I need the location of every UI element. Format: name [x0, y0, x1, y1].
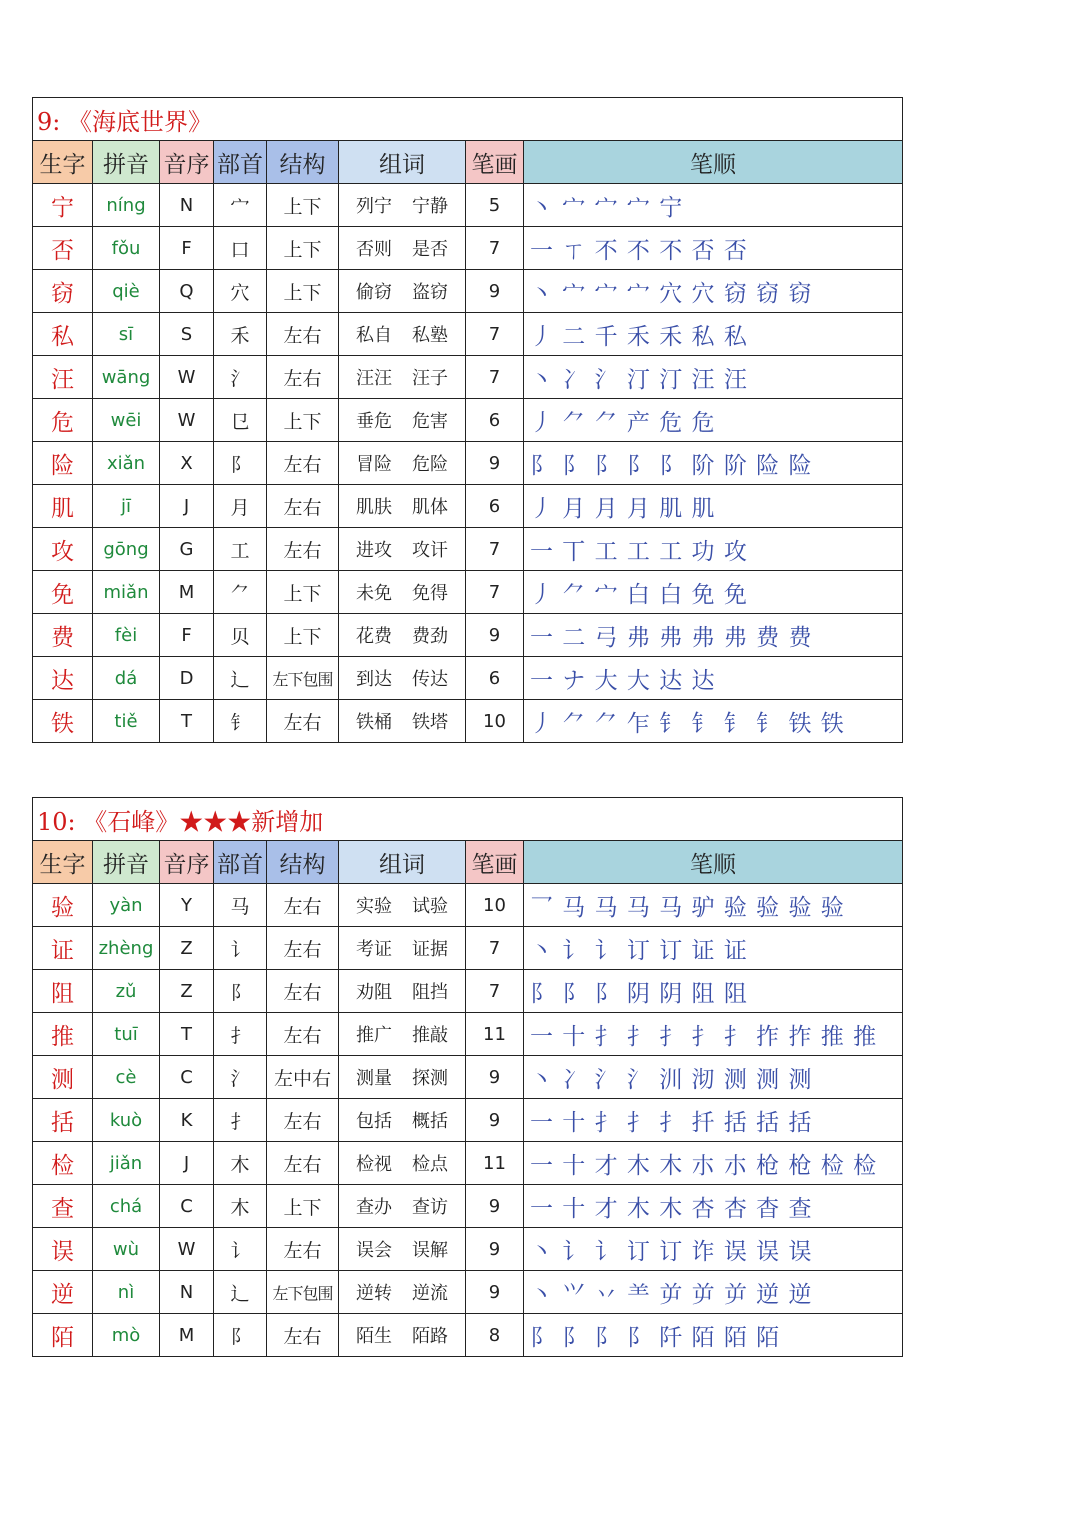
table-row [33, 700, 903, 743]
word-1: 考证 [356, 939, 392, 960]
radical-cell: 口 [214, 227, 267, 270]
radical-cell: 阝 [214, 970, 267, 1013]
structure-cell: 左下包围 [267, 657, 339, 700]
words-cell [339, 227, 466, 270]
stroke-order-cell: 一 丅 工 工 工 功 攻 [524, 528, 903, 571]
word-2: 探测 [412, 1068, 448, 1089]
order-cell: S [160, 313, 214, 356]
header-structure: 结构 [267, 841, 339, 884]
header-row [33, 841, 903, 884]
header-order: 音序 [160, 841, 214, 884]
stroke-order-cell: 丿 ⺈ ⺈ 产 危 危 [524, 399, 903, 442]
words-cell [339, 1056, 466, 1099]
structure-cell: 左右 [267, 1314, 339, 1357]
stroke-order-cell: 丶 宀 宀 宀 穴 穴 窃 窃 窃 [524, 270, 903, 313]
char-cell: 险 [33, 442, 93, 485]
pinyin-cell: kuò [93, 1099, 160, 1142]
structure-cell: 左右 [267, 700, 339, 743]
pinyin-cell: nì [93, 1271, 160, 1314]
word-1: 偷窃 [356, 282, 392, 303]
words-cell [339, 399, 466, 442]
word-1: 测量 [356, 1068, 392, 1089]
order-cell: F [160, 614, 214, 657]
radical-cell: 扌 [214, 1013, 267, 1056]
strokes-cell: 7 [466, 927, 524, 970]
stroke-order-cell: 丿 月 月 月 肌 肌 [524, 485, 903, 528]
stroke-order-cell: 一 十 扌 扌 扌 扌 扌 拃 拃 推 推 [524, 1013, 903, 1056]
stroke-order-cell: 一 十 才 木 木 朩 朩 枪 枪 检 检 [524, 1142, 903, 1185]
order-cell: M [160, 1314, 214, 1357]
words-cell [339, 1185, 466, 1228]
table-row [33, 399, 903, 442]
order-cell: K [160, 1099, 214, 1142]
word-2: 检点 [412, 1154, 448, 1175]
word-2: 逆流 [412, 1283, 448, 1304]
strokes-cell: 9 [466, 442, 524, 485]
word-1: 冒险 [356, 454, 392, 475]
table-row [33, 1271, 903, 1314]
char-cell: 验 [33, 884, 93, 927]
structure-cell: 上下 [267, 614, 339, 657]
structure-cell: 左下包围 [267, 1271, 339, 1314]
words-cell [339, 884, 466, 927]
word-1: 到达 [356, 669, 392, 690]
char-cell: 否 [33, 227, 93, 270]
stroke-order-cell: 一 ナ 大 大 达 达 [524, 657, 903, 700]
radical-cell: 马 [214, 884, 267, 927]
char-cell: 检 [33, 1142, 93, 1185]
strokes-cell: 9 [466, 614, 524, 657]
order-cell: T [160, 700, 214, 743]
strokes-cell: 8 [466, 1314, 524, 1357]
words-cell [339, 270, 466, 313]
pinyin-cell: miǎn [93, 571, 160, 614]
strokes-cell: 6 [466, 399, 524, 442]
table-row [33, 227, 903, 270]
char-cell: 攻 [33, 528, 93, 571]
word-2: 是否 [412, 239, 448, 260]
pinyin-cell: níng [93, 184, 160, 227]
order-cell: M [160, 571, 214, 614]
structure-cell: 上下 [267, 270, 339, 313]
word-1: 包括 [356, 1111, 392, 1132]
words-cell [339, 528, 466, 571]
word-2: 阻挡 [412, 982, 448, 1003]
strokes-cell: 11 [466, 1013, 524, 1056]
lesson-title-text: 10: 《石峰》 [37, 807, 180, 836]
header-radical: 部首 [214, 141, 267, 184]
order-cell: Z [160, 970, 214, 1013]
structure-cell: 上下 [267, 227, 339, 270]
order-cell: G [160, 528, 214, 571]
structure-cell: 左右 [267, 1099, 339, 1142]
words-cell [339, 1013, 466, 1056]
word-1: 推广 [356, 1025, 392, 1046]
char-cell: 宁 [33, 184, 93, 227]
strokes-cell: 9 [466, 1099, 524, 1142]
word-2: 攻讦 [412, 540, 448, 561]
word-1: 花费 [356, 626, 392, 647]
words-cell [339, 485, 466, 528]
order-cell: N [160, 184, 214, 227]
words-cell [339, 700, 466, 743]
pinyin-cell: wāng [93, 356, 160, 399]
structure-cell: 左右 [267, 1142, 339, 1185]
table-row [33, 970, 903, 1013]
structure-cell: 上下 [267, 1185, 339, 1228]
char-cell: 汪 [33, 356, 93, 399]
word-2: 危险 [412, 454, 448, 475]
order-cell: X [160, 442, 214, 485]
char-cell: 误 [33, 1228, 93, 1271]
strokes-cell: 7 [466, 528, 524, 571]
pinyin-cell: qiè [93, 270, 160, 313]
pinyin-cell: mò [93, 1314, 160, 1357]
word-1: 否则 [356, 239, 392, 260]
structure-cell: 左右 [267, 313, 339, 356]
pinyin-cell: tuī [93, 1013, 160, 1056]
header-strokes: 笔画 [466, 141, 524, 184]
header-strokes: 笔画 [466, 841, 524, 884]
lesson-10-body [33, 798, 903, 1357]
char-cell: 危 [33, 399, 93, 442]
stroke-order-cell: 丶 讠 讠 订 订 证 证 [524, 927, 903, 970]
table-row [33, 614, 903, 657]
stroke-order-cell: 一 二 弓 弗 弗 弗 弗 费 费 [524, 614, 903, 657]
words-cell [339, 1271, 466, 1314]
structure-cell: 左右 [267, 442, 339, 485]
char-cell: 阻 [33, 970, 93, 1013]
word-2: 查访 [412, 1197, 448, 1218]
header-row [33, 141, 903, 184]
words-cell [339, 1099, 466, 1142]
words-cell [339, 657, 466, 700]
table-row [33, 1056, 903, 1099]
pinyin-cell: tiě [93, 700, 160, 743]
word-1: 进攻 [356, 540, 392, 561]
words-cell [339, 442, 466, 485]
word-1: 垂危 [356, 411, 392, 432]
word-2: 费劲 [412, 626, 448, 647]
table-row [33, 1314, 903, 1357]
word-2: 盗窃 [412, 282, 448, 303]
char-cell: 逆 [33, 1271, 93, 1314]
word-1: 误会 [356, 1240, 392, 1261]
pinyin-cell: xiǎn [93, 442, 160, 485]
structure-cell: 左右 [267, 528, 339, 571]
table-row [33, 1142, 903, 1185]
header-sequence: 笔顺 [524, 841, 903, 884]
table-row [33, 313, 903, 356]
radical-cell: 讠 [214, 1228, 267, 1271]
structure-cell: 左右 [267, 1228, 339, 1271]
words-cell [339, 1314, 466, 1357]
stroke-order-cell: 丶 冫 氵 氵 汌 沏 测 测 测 [524, 1056, 903, 1099]
pinyin-cell: jī [93, 485, 160, 528]
order-cell: C [160, 1056, 214, 1099]
radical-cell: 木 [214, 1185, 267, 1228]
lesson-10-table [32, 797, 903, 1357]
radical-cell: 穴 [214, 270, 267, 313]
radical-cell: 贝 [214, 614, 267, 657]
word-1: 列宁 [356, 196, 392, 217]
structure-cell: 左右 [267, 356, 339, 399]
order-cell: D [160, 657, 214, 700]
lesson-9-table-wrap [32, 97, 902, 743]
word-2: 危害 [412, 411, 448, 432]
word-2: 证据 [412, 939, 448, 960]
stroke-order-cell: 乛 马 马 马 马 驴 验 验 验 验 [524, 884, 903, 927]
pinyin-cell: fǒu [93, 227, 160, 270]
strokes-cell: 9 [466, 270, 524, 313]
structure-cell: 左右 [267, 1013, 339, 1056]
structure-cell: 左右 [267, 970, 339, 1013]
lesson-9-table [32, 97, 903, 743]
order-cell: W [160, 399, 214, 442]
pinyin-cell: fèi [93, 614, 160, 657]
order-cell: Y [160, 884, 214, 927]
stroke-order-cell: 阝 阝 阝 阝 阝 阶 阶 险 险 [524, 442, 903, 485]
lesson-title [33, 98, 903, 141]
table-row [33, 270, 903, 313]
strokes-cell: 7 [466, 571, 524, 614]
word-2: 陌路 [412, 1326, 448, 1347]
radical-cell: 禾 [214, 313, 267, 356]
pinyin-cell: dá [93, 657, 160, 700]
table-row [33, 571, 903, 614]
pinyin-cell: zǔ [93, 970, 160, 1013]
header-pinyin: 拼音 [93, 141, 160, 184]
radical-cell: 氵 [214, 356, 267, 399]
words-cell [339, 356, 466, 399]
char-cell: 测 [33, 1056, 93, 1099]
radical-cell: 扌 [214, 1099, 267, 1142]
header-radical: 部首 [214, 841, 267, 884]
word-2: 宁静 [412, 196, 448, 217]
order-cell: Z [160, 927, 214, 970]
word-1: 实验 [356, 896, 392, 917]
strokes-cell: 6 [466, 485, 524, 528]
radical-cell: 阝 [214, 1314, 267, 1357]
pinyin-cell: wēi [93, 399, 160, 442]
strokes-cell: 6 [466, 657, 524, 700]
pinyin-cell: yàn [93, 884, 160, 927]
stroke-order-cell: 丶 讠 讠 订 订 诈 误 误 误 [524, 1228, 903, 1271]
order-cell: J [160, 1142, 214, 1185]
pinyin-cell: jiǎn [93, 1142, 160, 1185]
strokes-cell: 7 [466, 313, 524, 356]
header-sequence: 笔顺 [524, 141, 903, 184]
structure-cell: 左右 [267, 927, 339, 970]
structure-cell: 左右 [267, 485, 339, 528]
word-1: 肌肤 [356, 497, 392, 518]
pinyin-cell: gōng [93, 528, 160, 571]
word-1: 逆转 [356, 1283, 392, 1304]
strokes-cell: 10 [466, 884, 524, 927]
table-row [33, 184, 903, 227]
word-2: 传达 [412, 669, 448, 690]
order-cell: W [160, 1228, 214, 1271]
table-row [33, 884, 903, 927]
radical-cell: ⺈ [214, 571, 267, 614]
char-cell: 费 [33, 614, 93, 657]
radical-cell: 㔾 [214, 399, 267, 442]
order-cell: T [160, 1013, 214, 1056]
word-2: 概括 [412, 1111, 448, 1132]
structure-cell: 上下 [267, 399, 339, 442]
header-char: 生字 [33, 141, 93, 184]
strokes-cell: 9 [466, 1228, 524, 1271]
structure-cell: 左右 [267, 884, 339, 927]
char-cell: 私 [33, 313, 93, 356]
radical-cell: 辶 [214, 657, 267, 700]
pinyin-cell: wù [93, 1228, 160, 1271]
order-cell: F [160, 227, 214, 270]
words-cell [339, 313, 466, 356]
stroke-order-cell: 阝 阝 阝 阝 阡 陌 陌 陌 [524, 1314, 903, 1357]
order-cell: Q [160, 270, 214, 313]
strokes-cell: 5 [466, 184, 524, 227]
header-pinyin: 拼音 [93, 841, 160, 884]
radical-cell: 辶 [214, 1271, 267, 1314]
word-1: 劝阻 [356, 982, 392, 1003]
header-structure: 结构 [267, 141, 339, 184]
strokes-cell: 9 [466, 1185, 524, 1228]
word-2: 铁塔 [412, 712, 448, 733]
char-cell: 免 [33, 571, 93, 614]
word-2: 试验 [412, 896, 448, 917]
table-row [33, 442, 903, 485]
header-words: 组词 [339, 141, 466, 184]
pinyin-cell: sī [93, 313, 160, 356]
table-row [33, 485, 903, 528]
words-cell [339, 970, 466, 1013]
radical-cell: 讠 [214, 927, 267, 970]
structure-cell: 上下 [267, 571, 339, 614]
word-1: 未免 [356, 583, 392, 604]
stroke-order-cell: 丶 宀 宀 宀 宁 [524, 184, 903, 227]
radical-cell: 工 [214, 528, 267, 571]
word-2: 私塾 [412, 325, 448, 346]
radical-cell: 月 [214, 485, 267, 528]
radical-cell: 钅 [214, 700, 267, 743]
table-row [33, 356, 903, 399]
stroke-order-cell: 丿 ⺈ ⺈ 乍 钅 钅 钅 钅 铁 铁 [524, 700, 903, 743]
pinyin-cell: zhèng [93, 927, 160, 970]
table-row [33, 1013, 903, 1056]
char-cell: 查 [33, 1185, 93, 1228]
table-row [33, 1185, 903, 1228]
radical-cell: 宀 [214, 184, 267, 227]
strokes-cell: 7 [466, 356, 524, 399]
order-cell: C [160, 1185, 214, 1228]
word-1: 汪汪 [356, 368, 392, 389]
word-1: 陌生 [356, 1326, 392, 1347]
order-cell: W [160, 356, 214, 399]
star-rating-icon: ★★★ [179, 807, 252, 836]
char-cell: 证 [33, 927, 93, 970]
char-cell: 窃 [33, 270, 93, 313]
structure-cell: 上下 [267, 184, 339, 227]
words-cell [339, 1142, 466, 1185]
lesson-title-note: 新增加 [251, 807, 324, 836]
header-order: 音序 [160, 141, 214, 184]
strokes-cell: 7 [466, 970, 524, 1013]
header-words: 组词 [339, 841, 466, 884]
strokes-cell: 9 [466, 1056, 524, 1099]
stroke-order-cell: 一 ㄒ 不 不 不 否 否 [524, 227, 903, 270]
word-1: 检视 [356, 1154, 392, 1175]
lesson-title [33, 798, 903, 841]
word-2: 汪子 [412, 368, 448, 389]
strokes-cell: 7 [466, 227, 524, 270]
word-2: 误解 [412, 1240, 448, 1261]
words-cell [339, 1228, 466, 1271]
strokes-cell: 11 [466, 1142, 524, 1185]
table-row [33, 1228, 903, 1271]
stroke-order-cell: 丶 ⺍ 丷 ⺷ 屰 屰 屰 逆 逆 [524, 1271, 903, 1314]
order-cell: J [160, 485, 214, 528]
table-row [33, 657, 903, 700]
stroke-order-cell: 丶 冫 氵 汀 汀 汪 汪 [524, 356, 903, 399]
structure-cell: 左中右 [267, 1056, 339, 1099]
word-1: 查办 [356, 1197, 392, 1218]
words-cell [339, 927, 466, 970]
pinyin-cell: cè [93, 1056, 160, 1099]
strokes-cell: 10 [466, 700, 524, 743]
word-1: 铁桶 [356, 712, 392, 733]
lesson-9-body [33, 98, 903, 743]
table-row [33, 927, 903, 970]
char-cell: 括 [33, 1099, 93, 1142]
word-2: 肌体 [412, 497, 448, 518]
order-cell: N [160, 1271, 214, 1314]
char-cell: 铁 [33, 700, 93, 743]
stroke-order-cell: 丿 ⺈ 宀 白 白 免 免 [524, 571, 903, 614]
word-2: 推敲 [412, 1025, 448, 1046]
stroke-order-cell: 一 十 扌 扌 扌 扦 括 括 括 [524, 1099, 903, 1142]
stroke-order-cell: 丿 二 千 禾 禾 私 私 [524, 313, 903, 356]
radical-cell: 氵 [214, 1056, 267, 1099]
word-2: 免得 [412, 583, 448, 604]
lesson-10-table-wrap [32, 797, 902, 1357]
header-char: 生字 [33, 841, 93, 884]
table-row [33, 528, 903, 571]
stroke-order-cell: 阝 阝 阝 阴 阴 阻 阻 [524, 970, 903, 1013]
table-row [33, 1099, 903, 1142]
words-cell [339, 571, 466, 614]
stroke-order-cell: 一 十 才 木 木 杏 杏 杳 查 [524, 1185, 903, 1228]
radical-cell: 木 [214, 1142, 267, 1185]
words-cell [339, 614, 466, 657]
char-cell: 达 [33, 657, 93, 700]
char-cell: 推 [33, 1013, 93, 1056]
char-cell: 陌 [33, 1314, 93, 1357]
words-cell [339, 184, 466, 227]
word-1: 私自 [356, 325, 392, 346]
pinyin-cell: chá [93, 1185, 160, 1228]
char-cell: 肌 [33, 485, 93, 528]
lesson-title-text: 9: 《海底世界》 [37, 107, 212, 136]
radical-cell: 阝 [214, 442, 267, 485]
strokes-cell: 9 [466, 1271, 524, 1314]
